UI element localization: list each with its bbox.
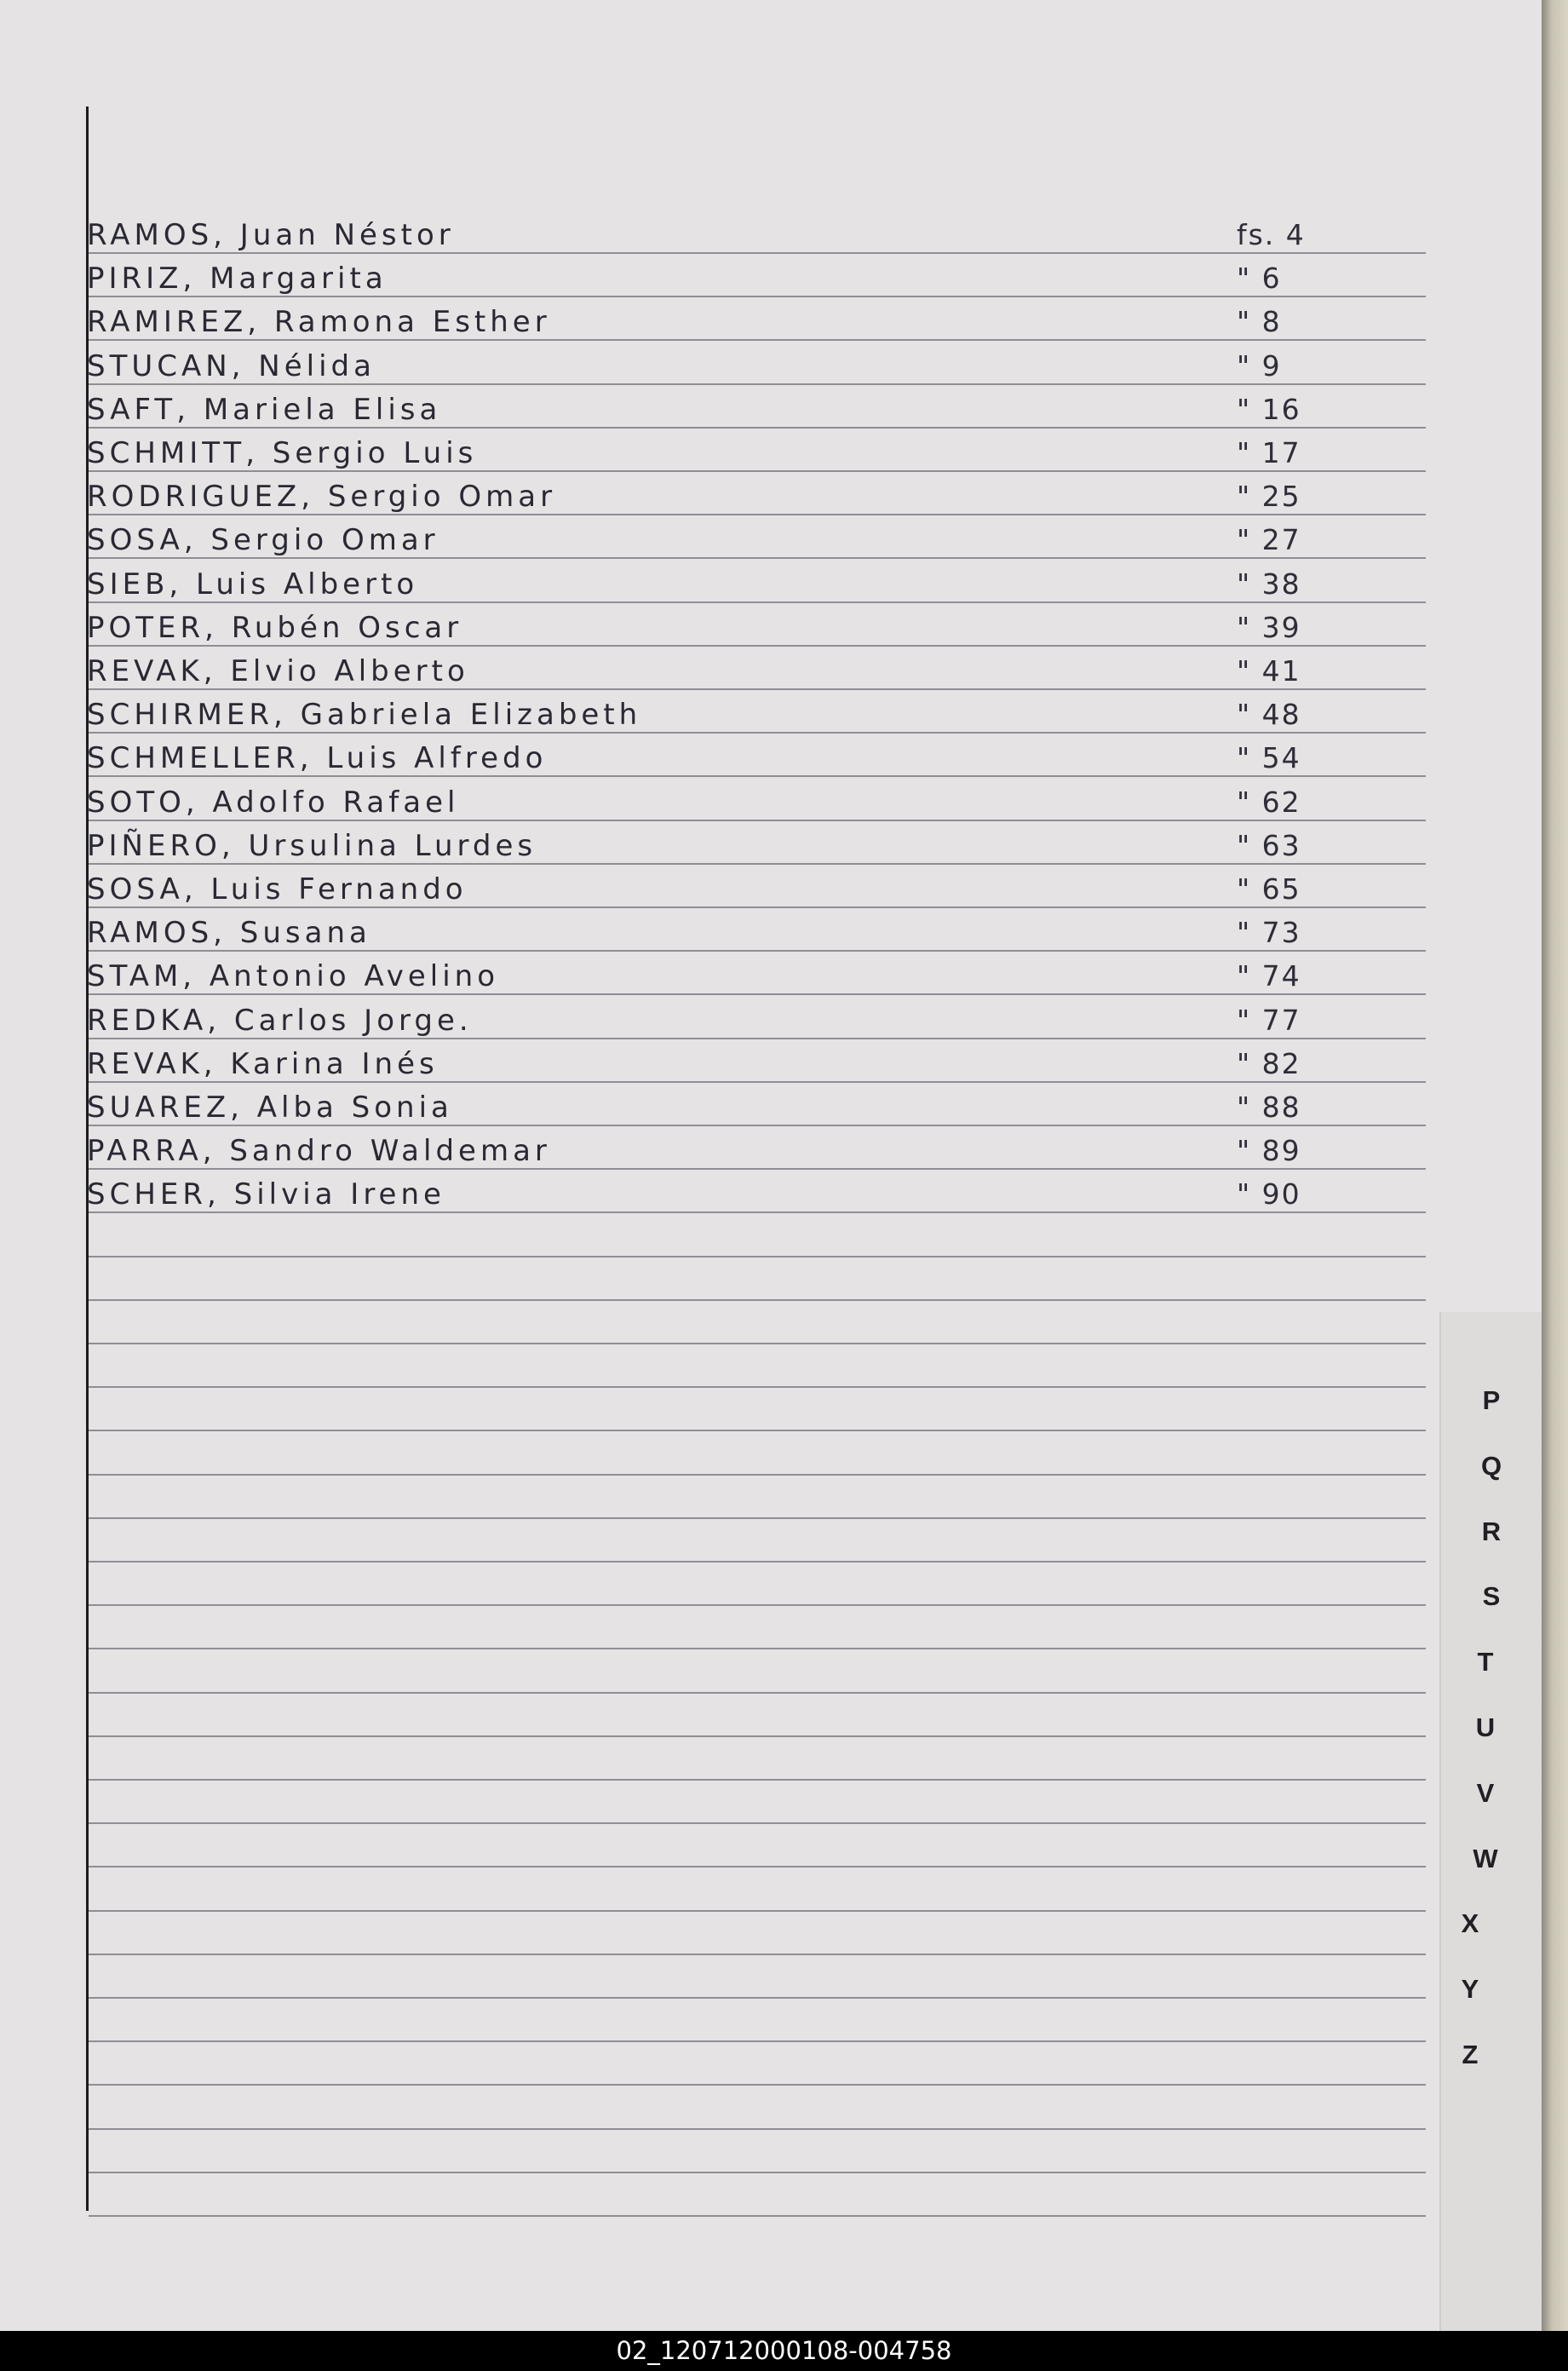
ruled-line bbox=[89, 1343, 1426, 1344]
entry-name: SOSA, Sergio Omar bbox=[87, 523, 439, 557]
entry-folio: " 73 bbox=[1237, 916, 1301, 949]
ruled-line bbox=[89, 2128, 1426, 2130]
entry-name: PARRA, Sandro Waldemar bbox=[87, 1134, 551, 1168]
entry-name: SUAREZ, Alba Sonia bbox=[87, 1091, 453, 1125]
entry-name: RAMIREZ, Ramona Esther bbox=[87, 305, 551, 339]
ruled-line bbox=[89, 339, 1426, 341]
ruled-line bbox=[89, 252, 1426, 254]
ruled-line bbox=[89, 1779, 1426, 1781]
ruled-line bbox=[89, 863, 1426, 865]
entry-folio: " 74 bbox=[1237, 959, 1301, 993]
ruled-line bbox=[89, 2215, 1426, 2217]
entry-folio: " 48 bbox=[1237, 698, 1301, 731]
entry-name: PIRIZ, Margarita bbox=[87, 262, 388, 296]
entry-folio: " 6 bbox=[1237, 262, 1282, 295]
ruled-line bbox=[89, 1604, 1426, 1606]
ruled-line bbox=[89, 1648, 1426, 1649]
entry-folio: " 16 bbox=[1237, 393, 1301, 426]
entry-folio: " 90 bbox=[1237, 1177, 1301, 1211]
ruled-line bbox=[89, 732, 1426, 734]
ruled-line bbox=[89, 820, 1426, 821]
index-tab-y[interactable]: Y bbox=[1461, 1974, 1479, 2004]
ruled-line bbox=[89, 383, 1426, 385]
entry-folio: " 27 bbox=[1237, 523, 1301, 556]
ruled-line bbox=[89, 688, 1426, 690]
ruled-line bbox=[89, 1517, 1426, 1519]
ruled-line bbox=[89, 1081, 1426, 1083]
index-tab-r[interactable]: R bbox=[1481, 1516, 1502, 1546]
entry-name: POTER, Rubén Oscar bbox=[87, 611, 463, 645]
entry-folio: " 77 bbox=[1237, 1004, 1301, 1037]
entry-name: REVAK, Elvio Alberto bbox=[87, 654, 469, 688]
entry-name: STUCAN, Nélida bbox=[87, 349, 376, 383]
ruled-line bbox=[89, 645, 1426, 647]
entry-name: SCHIRMER, Gabriela Elizabeth bbox=[87, 698, 642, 732]
ruled-line bbox=[89, 601, 1426, 603]
ruled-line bbox=[89, 296, 1426, 297]
ruled-line bbox=[89, 993, 1426, 995]
entry-name: RAMOS, Susana bbox=[87, 916, 371, 950]
index-tab-p[interactable]: P bbox=[1482, 1385, 1501, 1415]
ruled-line bbox=[89, 1997, 1426, 1999]
entry-name: REDKA, Carlos Jorge. bbox=[87, 1004, 473, 1038]
ruled-line bbox=[89, 1168, 1426, 1170]
entry-folio: " 62 bbox=[1237, 786, 1301, 819]
entry-name: SIEB, Luis Alberto bbox=[87, 567, 419, 601]
ruled-line bbox=[89, 1822, 1426, 1824]
footer-bar bbox=[0, 2331, 1568, 2371]
entry-folio: " 17 bbox=[1237, 436, 1301, 469]
ruled-line bbox=[89, 557, 1426, 559]
ruled-line bbox=[89, 1125, 1426, 1126]
ruled-line bbox=[89, 1386, 1426, 1388]
index-tab-z[interactable]: Z bbox=[1462, 2040, 1479, 2069]
footer-image-id: 02_120712000108-004758 bbox=[616, 2336, 952, 2365]
entry-folio: " 65 bbox=[1237, 872, 1301, 906]
ruled-line bbox=[89, 906, 1426, 908]
ruled-line bbox=[89, 1561, 1426, 1562]
index-tab-q[interactable]: Q bbox=[1480, 1451, 1502, 1481]
entry-name: SCHMELLER, Luis Alfredo bbox=[87, 741, 548, 775]
ruled-line bbox=[89, 775, 1426, 777]
index-tab-w[interactable]: W bbox=[1473, 1844, 1498, 1873]
ruled-line bbox=[89, 1038, 1426, 1039]
entry-folio: " 39 bbox=[1237, 611, 1301, 644]
entry-name: RAMOS, Juan Néstor bbox=[87, 218, 455, 252]
index-tab-u[interactable]: U bbox=[1475, 1712, 1496, 1742]
ruled-line bbox=[89, 1211, 1426, 1213]
ruled-line bbox=[89, 514, 1426, 515]
entry-name: SAFT, Mariela Elisa bbox=[87, 393, 442, 427]
entry-folio: " 89 bbox=[1237, 1134, 1301, 1167]
ruled-line bbox=[89, 2084, 1426, 2086]
entry-folio: " 54 bbox=[1237, 741, 1301, 774]
entry-name: STAM, Antonio Avelino bbox=[87, 959, 500, 993]
entry-folio: " 8 bbox=[1237, 305, 1282, 338]
index-tab-x[interactable]: X bbox=[1461, 1908, 1479, 1938]
ruled-line bbox=[89, 1866, 1426, 1867]
ruled-line bbox=[89, 470, 1426, 472]
entry-name: SCHER, Silvia Irene bbox=[87, 1177, 445, 1211]
entry-name: SOTO, Adolfo Rafael bbox=[87, 786, 460, 820]
entry-folio: " 88 bbox=[1237, 1091, 1301, 1124]
entry-folio: " 41 bbox=[1237, 654, 1301, 688]
entry-name: SOSA, Luis Fernando bbox=[87, 872, 468, 906]
entry-folio: " 9 bbox=[1237, 349, 1282, 383]
entry-folio: " 25 bbox=[1237, 480, 1301, 513]
ruled-line bbox=[89, 2172, 1426, 2173]
entry-folio: fs. 4 bbox=[1237, 218, 1306, 251]
entry-name: PIÑERO, Ursulina Lurdes bbox=[87, 829, 537, 863]
entry-name: RODRIGUEZ, Sergio Omar bbox=[87, 480, 557, 514]
entry-folio: " 63 bbox=[1237, 829, 1301, 862]
ruled-line bbox=[89, 427, 1426, 429]
entry-folio: " 82 bbox=[1237, 1047, 1301, 1080]
index-tab-v[interactable]: V bbox=[1476, 1778, 1495, 1808]
ruled-line bbox=[89, 1299, 1426, 1301]
ruled-line bbox=[89, 1256, 1426, 1257]
ruled-line bbox=[89, 2040, 1426, 2042]
index-tab-s[interactable]: S bbox=[1482, 1581, 1501, 1611]
book-cover-edge bbox=[1542, 0, 1568, 2331]
ruled-line bbox=[89, 1474, 1426, 1476]
ruled-line bbox=[89, 950, 1426, 952]
ruled-line bbox=[89, 1954, 1426, 1955]
ruled-line bbox=[89, 1910, 1426, 1912]
entry-name: REVAK, Karina Inés bbox=[87, 1047, 439, 1081]
entry-folio: " 38 bbox=[1237, 567, 1301, 601]
index-tab-t[interactable]: T bbox=[1477, 1647, 1494, 1677]
entry-name: SCHMITT, Sergio Luis bbox=[87, 436, 478, 470]
ruled-line bbox=[89, 1430, 1426, 1431]
ruled-line bbox=[89, 1692, 1426, 1694]
ruled-line bbox=[89, 1735, 1426, 1737]
